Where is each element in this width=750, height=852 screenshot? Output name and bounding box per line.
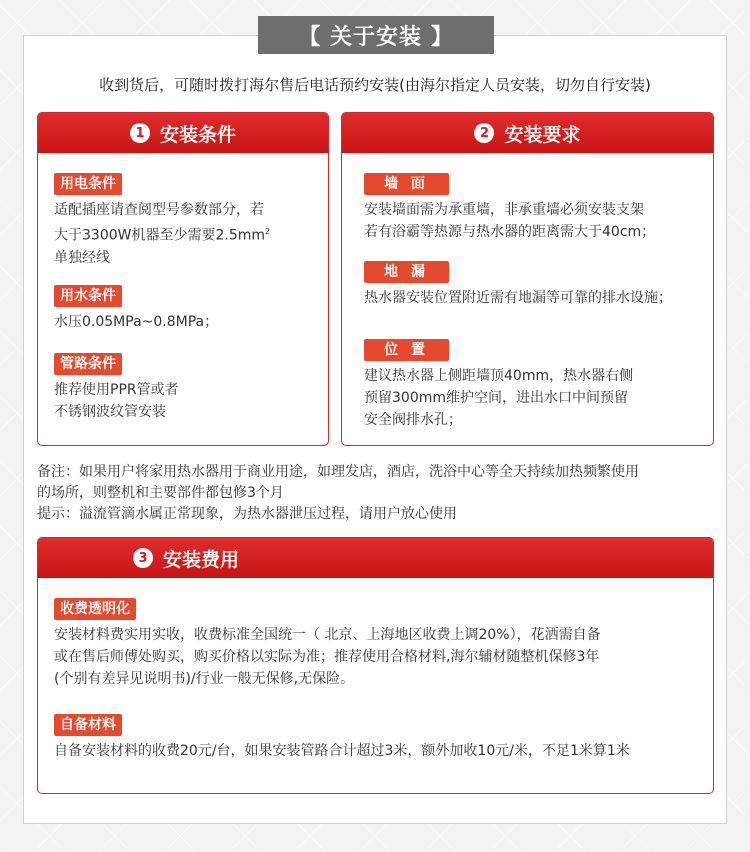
section-fees-transparent — [54, 598, 701, 690]
text-line: 安装材料费实用实收，收费标准全国统一（ 北京、上海地区收费上调20%），花洒需自备 — [54, 627, 601, 643]
tag-fees-transparent: 收费透明化 — [54, 598, 136, 620]
tag-wall: 墙 面 — [364, 173, 449, 195]
water-text — [54, 311, 316, 333]
tag-pipe: 管路条件 — [54, 353, 122, 375]
fees-text — [54, 624, 701, 690]
section-own-materials — [54, 714, 701, 762]
section-pipe — [54, 353, 316, 423]
text-line: 推荐使用PPR管或者 — [54, 382, 179, 398]
power-text — [54, 199, 316, 269]
text-span: 大于3300W机器至少需要2.5mm — [54, 227, 266, 244]
card-header — [38, 538, 713, 578]
note-line: 备注：如果用户将家用热水器用于商业用途，如理发店，酒店，洗浴中心等全天持续加热频繁使用 — [37, 464, 639, 480]
superscript: 2 — [265, 227, 271, 236]
card-title: 安装费用 — [163, 548, 240, 571]
tag-own-materials: 自备材料 — [54, 714, 122, 736]
section-title: 【 关于安装 】 — [258, 16, 494, 54]
text-line: 建议热水器上侧距墙顶40mm，热水器右侧 — [364, 368, 634, 384]
note-line: 的场所，则整机和主要部件都包修3个月 — [37, 485, 284, 501]
tag-drain: 地 漏 — [364, 261, 449, 283]
tag-power: 用电条件 — [54, 173, 122, 195]
card-title: 安装要求 — [504, 123, 581, 146]
text-line: 预留300mm维护空间，进出水口中间预留 — [364, 390, 628, 406]
text-line: 安装墙面需为承重墙，非承重墙必须安装支架 — [364, 202, 644, 218]
drain-text — [364, 287, 701, 309]
text-line: 或在售后师傅处购买，购买价格以实际为准；推荐使用合格材料,海尔辅材随整机保修3年 — [54, 649, 600, 665]
text-line: 单独经线 — [54, 249, 110, 266]
intro-text: 收到货后，可随时拨打海尔售后电话预约安装(由海尔指定人员安装，切勿自行安装) — [99, 76, 651, 94]
section-wall — [364, 173, 701, 243]
text-line: (个别有差异见说明书)/行业一般无保修,无保险。 — [54, 671, 355, 687]
number-badge: 1 — [130, 123, 150, 143]
text-line: 若有浴霸等热源与热水器的距离需大于40cm； — [364, 224, 656, 240]
own-materials-text — [54, 740, 701, 762]
text-line: 适配插座请查阅型号参数部分，若 — [54, 202, 264, 218]
card-install-conditions — [37, 112, 329, 446]
section-power — [54, 173, 316, 269]
tag-position: 位 置 — [364, 339, 449, 361]
text-line: 安全阀排水孔； — [364, 412, 462, 428]
section-drain — [364, 261, 701, 309]
card-install-requirements — [341, 112, 714, 446]
card-install-fees — [37, 537, 714, 794]
card-header — [342, 113, 713, 153]
text-line — [54, 221, 316, 247]
position-text — [364, 365, 701, 431]
text-line: 不锈钢波纹管安装 — [54, 404, 166, 420]
card-title: 安装条件 — [159, 123, 236, 146]
number-badge: 2 — [474, 123, 494, 143]
number-badge: 3 — [133, 548, 153, 568]
tag-water: 用水条件 — [54, 285, 122, 307]
note-line: 提示：溢流管滴水属正常现象，为热水器泄压过程，请用户放心使用 — [37, 506, 457, 522]
wall-text — [364, 199, 701, 243]
section-water — [54, 285, 316, 333]
text-line: 自备安装材料的收费20元/台，如果安装管路合计超过3米，额外加收10元/米，不足1米算1米 — [54, 743, 630, 759]
card-header — [38, 113, 328, 153]
section-position — [364, 339, 701, 431]
text-line: 热水器安装位置附近需有地漏等可靠的排水设施； — [364, 290, 672, 306]
text-line: 水压0.05MPa~0.8MPa； — [54, 314, 219, 330]
notes — [37, 462, 639, 525]
pipe-text — [54, 379, 316, 423]
